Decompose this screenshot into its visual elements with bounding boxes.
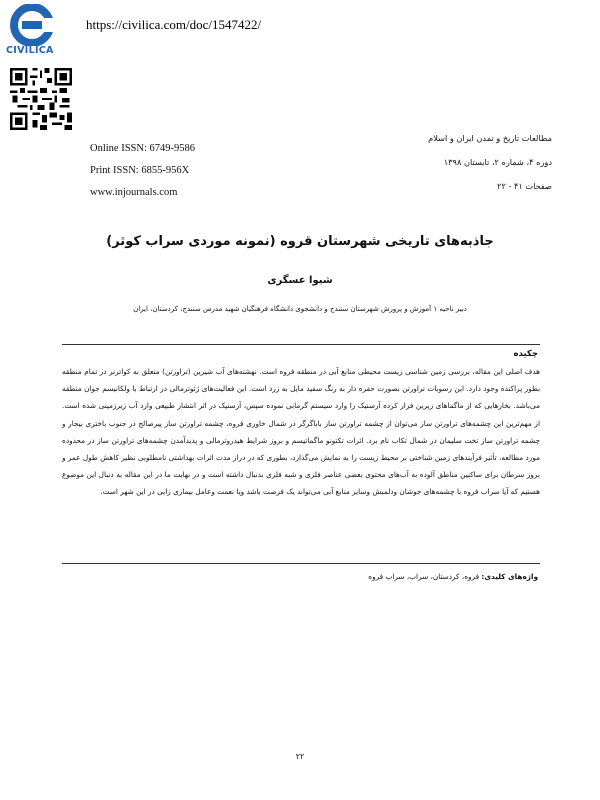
page-number: ۲۲ <box>295 752 305 761</box>
journal-info <box>312 126 552 198</box>
abstract-top-divider <box>62 344 540 345</box>
journal-issue: دوره ۴، شماره ۲، تابستان ۱۳۹۸ <box>443 157 552 167</box>
civilica-logo-icon <box>6 4 58 46</box>
keywords-values: قروه، کردستان، سراب، سراب قروه <box>368 572 480 581</box>
logo-text: CIVILICA <box>6 45 54 56</box>
issn-block <box>90 138 195 204</box>
paper-title: جاذبه‌های تاریخی شهرستان قروه (نمونه موردی سراب کوثر) <box>106 234 494 249</box>
journal-website[interactable]: www.injournals.com <box>90 187 178 198</box>
abstract-bottom-divider <box>62 563 540 564</box>
abstract-body: هدف اصلی این مقاله، بررسی زمین شناسی زیست محیطی منابع آبی در منطقه قروه است. نهشته‌های آب شیرین (تراورتن) متعلق به کواترنر در تمام منطقه بطور پراکنده وجود دارد. این رسوبات تراورتن بصورت حفره دار به رنگ سفید مایل به زرد است. این فعالیت‌های ژئوترمالی در ارتباط با ولکانیسم جوان منطقه می‌باشد. بخارهایی که از ماگماهای زیرین فرار کرده آرسنیک را وارد سیستم گرمابی نموده سپس، آرسنیک در اثر انتشار طبیعی وارد آب زیرزمینی شده است. از مهم‌ترین این چشمه‌های تراورتن ساز می‌توان از چشمه تراورتن ساز بابا‌گرگر در شمال خاوری قروه، چشمه تراورتن ساز پیرصالح در جنوب باختری بیجار و چشمه تراورتن ساز تخت سلیمان در شمال تکاب نام برد. اثرات تکتونو ماگماتیسم و بروز شرایط هیدروترمالی و پدیدآمدن چشمه‌های تراورتن ساز در محدوده مورد مطالعه، تأثیر فرآیندهای زمین شناختی بر محیط زیست را به نمایش می‌گذارد، بطوری که در دراز مدت اثرات بهداشتی نامطلوبی نظیر کاهش طول عمر و بروز سرطان برای ساکنین مناطق آلوده به آب‌های محتوی بعضی عناصر فلزی و شبه فلزی بدنبال داشته است و در نهایت ما در این مقاله به دنبال این موضوع هستیم که آیا سراب قروه با چشمه‌های جوشان ودلمبش وسایر منابع آبی می‌تواند یک فرصت باشد ویا نعمت وعامل بیماری زایی در این شهر است. <box>62 367 540 497</box>
author-name: شیوا عسگری <box>267 275 333 286</box>
keywords-label: واژه‌های کلیدی: <box>481 572 538 581</box>
keywords <box>60 572 538 581</box>
abstract-heading: چکیده <box>513 349 538 359</box>
journal-pages: صفحات ۴۱ - ۲۲ <box>497 181 552 191</box>
qr-code-icon <box>10 68 72 130</box>
online-issn: Online ISSN: 6749-9586 <box>90 143 195 154</box>
journal-name: مطالعات تاریخ و تمدن ایران و اسلام <box>428 133 552 143</box>
document-url[interactable]: https://civilica.com/doc/1547422/ <box>86 17 262 32</box>
author-affiliation: دبیر ناحیه ۱ آموزش و پرورش شهرستان سنندج و دانشجوی دانشگاه فرهنگیان شهید مدرس سنندج، کردستان، ایران <box>133 305 467 313</box>
civilica-logo <box>6 4 58 56</box>
print-issn: Print ISSN: 6855-956X <box>90 165 190 176</box>
